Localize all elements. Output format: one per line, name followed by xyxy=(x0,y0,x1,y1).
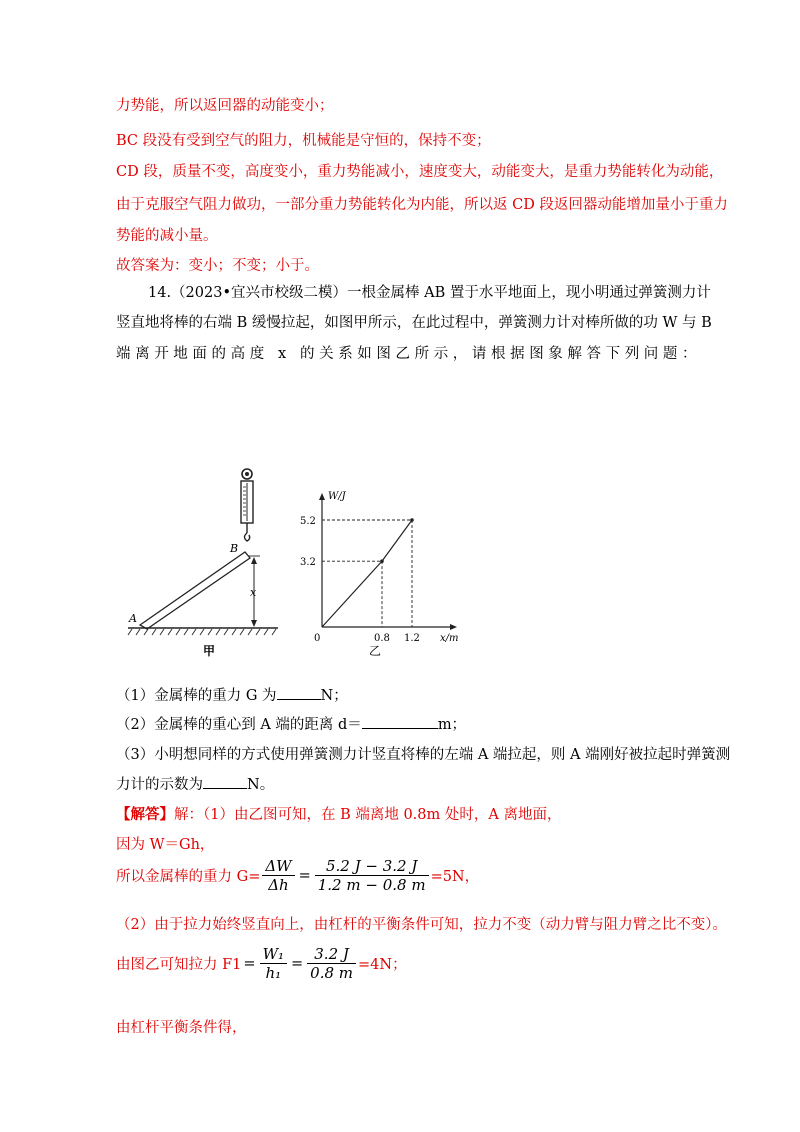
q2-text: （2）金属棒的重心到 A 端的距离 d＝ xyxy=(116,717,362,733)
w-x-chart xyxy=(295,485,470,660)
solution-text-3: 所以金属棒的重力 G= xyxy=(116,869,261,885)
prev-solution-line-5: 势能的减小量。 xyxy=(116,228,218,244)
fraction-dw-dh: $\frac{\Delta W}{\Delta h}$ xyxy=(262,857,294,894)
fraction-values: $\frac{5.2 J - 3.2 J}{1.2 m - 0.8 m}$ xyxy=(315,857,429,894)
sub-question-2 xyxy=(116,713,466,734)
q2-unit: m； xyxy=(437,717,467,733)
sub-question-3-line-2 xyxy=(116,773,274,794)
prev-solution-line-3: CD 段，质量不变，高度变小，重力势能减小，速度变大，动能变大，是重力势能转化为动能， xyxy=(116,164,724,180)
metal-rod xyxy=(140,552,250,629)
prev-answer: 故答案为：变小；不变；小于。 xyxy=(116,258,319,274)
figure-rod-spring-scale xyxy=(120,455,290,660)
solution-text-1: 解：（1）由乙图可知，在 B 端离地 0.8m 处时，A 离地面， xyxy=(174,807,562,823)
sub-question-1 xyxy=(116,684,348,705)
q3-text: 力计的示数为 xyxy=(116,777,203,793)
chart-caption: 乙 xyxy=(369,644,382,658)
q1-unit: N； xyxy=(320,688,348,704)
answer-blank-2[interactable] xyxy=(362,714,438,729)
data-point-1 xyxy=(410,518,414,522)
answer-blank-3[interactable] xyxy=(203,774,247,789)
solution-line-3: 所以金属棒的重力 G= $\frac{\Delta W}{\Delta h}$ = $\frac{5.2 J - 3.2 J}{1.2 m - 0.8 m}$ =5N， xyxy=(116,857,480,894)
caption-jia: 甲 xyxy=(203,644,216,658)
solution-line-5: 由图乙可知拉力 F1 = $\frac{\text{W₁}}{\text{h₁}}$ = $\frac{3.2 J}{0.8 m}$ =4N； xyxy=(116,945,407,982)
question-line-1: 14.（2023•宜兴市校级二模）一根金属棒 AB 置于水平地面上，现小明通过弹簧测力计 xyxy=(148,285,711,301)
question-line-3: 端离开地面的高度 x 的关系如图乙所示，请根据图象解答下列问题： xyxy=(116,346,702,362)
data-point-0 xyxy=(380,559,384,563)
label-x: x xyxy=(250,586,257,599)
prev-solution-line-4: 由于克服空气阻力做功，一部分重力势能转化为内能，所以返 CD 段返回器动能增加量小于重力 xyxy=(116,197,728,213)
y-tick-label: 5.2 xyxy=(300,516,316,527)
question-line-2: 竖直地将棒的右端 B 缓慢拉起，如图甲所示，在此过程中，弹簧测力计对棒所做的功 W 与 B xyxy=(116,315,712,331)
x-tick-label: 0.8 xyxy=(374,633,390,644)
x-tick-label: 1.2 xyxy=(404,633,420,644)
solution-line-4: （2）由于拉力始终竖直向上，由杠杆的平衡条件可知，拉力不变（动力臂与阻力臂之比不变）。 xyxy=(116,917,727,933)
label-A: A xyxy=(129,612,137,625)
solution-line-1 xyxy=(116,803,561,824)
solution-result-2: =4N； xyxy=(358,957,407,973)
solution-tag: 【解答】 xyxy=(116,806,174,823)
answer-blank-1[interactable] xyxy=(277,685,321,700)
data-line xyxy=(322,520,412,627)
fraction-force-values: $\frac{3.2 J}{0.8 m}$ xyxy=(307,945,356,982)
fraction-w1-h1: $\frac{\text{W₁}}{\text{h₁}}$ xyxy=(260,945,287,982)
prev-solution-line-2: BC 段没有受到空气的阻力，机械能是守恒的，保持不变； xyxy=(116,133,491,149)
y-axis-label: W/J xyxy=(328,491,346,502)
y-tick-label: 3.2 xyxy=(300,557,316,569)
y-axis-arrow xyxy=(319,493,325,500)
prev-solution-line-1: 力势能，所以返回器的动能变小； xyxy=(116,98,334,114)
solution-text-5: 由图乙可知拉力 F1 xyxy=(116,957,242,973)
q1-text: （1）金属棒的重力 G 为 xyxy=(116,688,277,704)
label-B: B xyxy=(230,542,239,555)
origin-label: 0 xyxy=(314,633,321,644)
x-axis-label: x/m xyxy=(440,633,459,644)
q3-unit: N。 xyxy=(247,777,275,793)
sub-question-3-line-1: （3）小明想同样的方式使用弹簧测力计竖直将棒的左端 A 端拉起，则 A 端刚好被拉起时弹簧测 xyxy=(116,747,731,763)
solution-line-2: 因为 W＝Gh， xyxy=(116,837,215,853)
solution-line-6: 由杠杆平衡条件得， xyxy=(116,1020,247,1036)
x-axis-arrow xyxy=(450,624,457,630)
solution-result-1: =5N， xyxy=(430,869,480,885)
